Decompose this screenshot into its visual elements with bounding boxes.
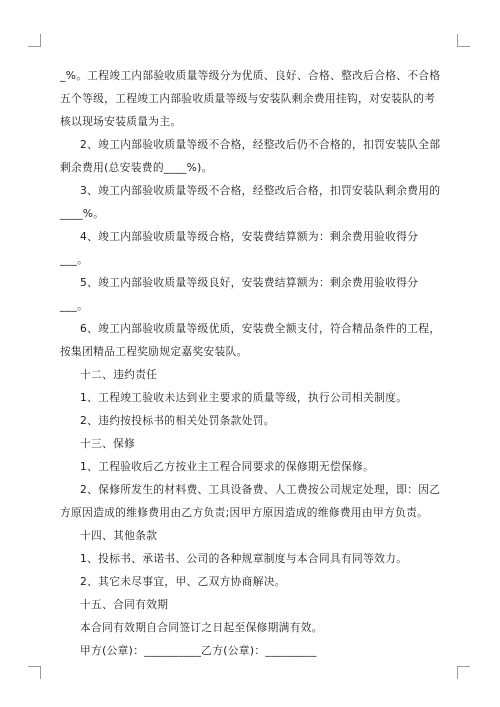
crop-mark-top-left bbox=[28, 34, 41, 47]
paragraph-clause-4: 4、竣工内部验收质量等级合格，安装费结算额为：剩余费用验收得分___。 bbox=[60, 230, 419, 266]
paragraph-breach-1: 1、工程竣工验收未达到业主要求的质量等级，执行公司相关制度。 bbox=[80, 391, 408, 404]
paragraph-clause-3: 3、竣工内部验收质量等级不合格，经整改后合格，扣罚安装队剩余费用的____%。 bbox=[60, 184, 441, 220]
section-heading-breach: 十二、违约责任 bbox=[80, 368, 158, 381]
paragraph-warranty-2: 2、保修所发生的材料费、工具设备费、人工费按公司规定处理，即：因乙方原因造成的维修费用由乙方负责;因甲方原因造成的维修费用由甲方负责。 bbox=[60, 483, 441, 519]
paragraph-other-2: 2、其它未尽事宜，甲、乙双方协商解决。 bbox=[80, 575, 286, 588]
paragraph-quality-grades: _%。工程竣工内部验收质量等级分为优质、良好、合格、整改后合格、不合格五个等级，工程竣工内部验收质量等级与安装队剩余费用挂钩，对安装队的考核以现场安装质量为主。 bbox=[60, 69, 441, 128]
crop-mark-bottom-left bbox=[28, 666, 41, 679]
crop-mark-bottom-right bbox=[457, 666, 470, 679]
paragraph-breach-2: 2、违约按投标书的相关处罚条款处罚。 bbox=[80, 414, 275, 427]
section-heading-warranty: 十三、保修 bbox=[80, 437, 136, 450]
crop-mark-top-right bbox=[457, 34, 470, 47]
section-heading-other-terms: 十四、其他条款 bbox=[80, 529, 158, 542]
paragraph-clause-2: 2、竣工内部验收质量等级不合格，经整改后仍不合格的，扣罚安装队全部剩余费用(总安装费的____%)。 bbox=[60, 138, 441, 174]
paragraph-warranty-1: 1、工程验收后乙方按业主工程合同要求的保修期无偿保修。 bbox=[80, 460, 375, 473]
document-body bbox=[60, 64, 444, 662]
paragraph-validity: 本合同有效期自合同签订之日起至保修期满有效。 bbox=[80, 621, 323, 634]
paragraph-other-1: 1、投标书、承诺书、公司的各种规章制度与本合同具有同等效力。 bbox=[80, 552, 408, 565]
paragraph-clause-6: 6、竣工内部验收质量等级优质，安装费全额支付，符合精品条件的工程，按集团精品工程奖励规定嘉奖安装队。 bbox=[60, 322, 441, 358]
signature-line: 甲方(公章)：__________乙方(公章)：_________ bbox=[80, 644, 317, 657]
section-heading-validity: 十五、合同有效期 bbox=[80, 598, 169, 611]
paragraph-clause-5: 5、竣工内部验收质量等级良好，安装费结算额为：剩余费用验收得分___。 bbox=[60, 276, 419, 312]
